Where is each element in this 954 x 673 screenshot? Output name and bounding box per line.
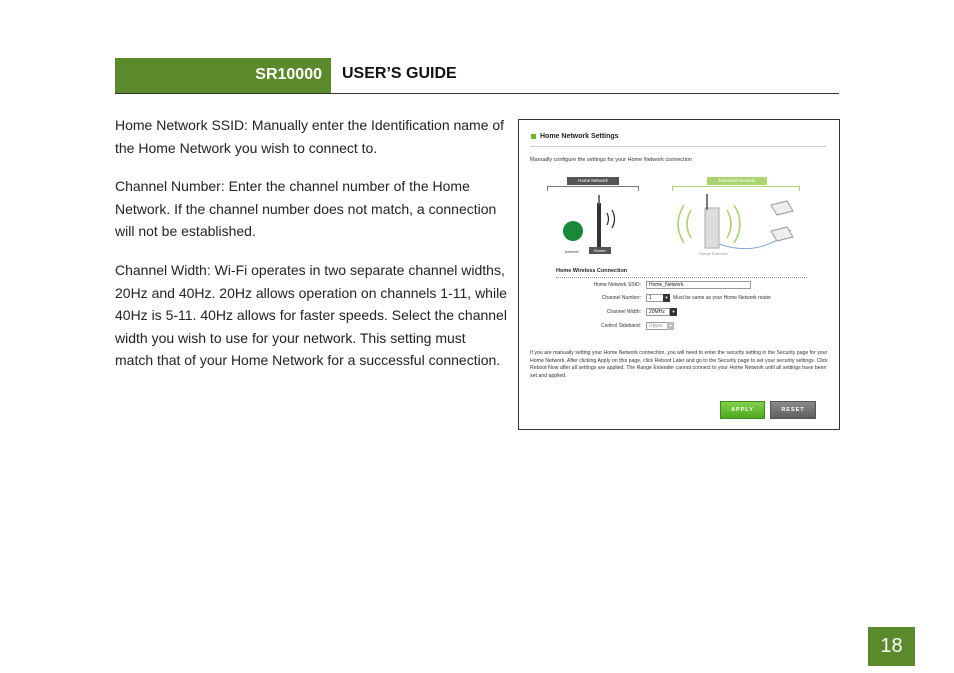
router-icon	[595, 195, 623, 247]
internet-label: Internet	[565, 249, 579, 254]
extended-network-label: Extended Network	[707, 177, 767, 185]
home-bracket	[547, 186, 639, 191]
control-sideband-label: Control Sideband:	[600, 323, 641, 329]
page-number: 18	[868, 627, 915, 666]
green-square-icon	[531, 134, 536, 139]
section-title: Home Wireless Connection	[556, 268, 628, 274]
guide-title: USER’S GUIDE	[342, 65, 457, 82]
chevron-down-icon[interactable]: ▼	[668, 323, 673, 328]
screenshot-intro: Manually configure the settings for your Home Network connection	[530, 157, 693, 163]
extended-bracket	[672, 186, 800, 191]
chevron-down-icon[interactable]: ▼	[671, 309, 676, 314]
ssid-input[interactable]: Home_Network	[646, 281, 751, 289]
home-network-label: Home Network	[567, 177, 619, 185]
product-model: SR10000	[255, 66, 322, 83]
header-bar	[115, 58, 331, 93]
paragraph-channel-width: Channel Width: Wi-Fi operates in two separate channel widths, 20Hz and 40Hz. 20Hz allows operation on channels 1-11, while 40Hz is 5-11. 40Hz allows for faster speeds. Select the channel width you wish to use for your network. This setting must match that of your Home Network for a successful connection.	[115, 262, 507, 368]
globe-icon	[563, 221, 583, 241]
paragraph-ssid: Home Network SSID: Manually enter the Identification name of the Home Network you wish to connect to.	[115, 117, 505, 156]
channel-number-select[interactable]: 1	[646, 294, 668, 302]
paragraph-channel-number: Channel Number: Enter the channel number of the Home Network. If the channel number does not match, a connection will not be established.	[115, 178, 497, 239]
laptop-icon	[767, 199, 797, 245]
apply-button[interactable]: APPLY	[720, 401, 765, 419]
channel-note: Must be same as your Home Network router	[673, 295, 772, 301]
settings-screenshot: Home Network Settings Manually configure the settings for your Home Network connection Home Network Extended Network Internet Router Range Extender Home Wireless Connection Home Network SSID: Home_Network Channel Number: 1 ▼ Must be same as your Home Network router Channel Width: 20MHz ▼ Control Sideband: Upper ▼ If you are manually setting your Home Network connection, you will need to enter the security setting in the Security page for your Home Network. After clicking Apply on this page, click Reboot Later and go to the Security page to set your security settings. Click Reboot Now after all settings are applied. The Range Extender cannot connect to your Home Network until all settings have been set and applied. APPLY RESET	[518, 119, 840, 430]
chevron-down-icon[interactable]: ▼	[664, 295, 669, 300]
channel-width-label: Channel Width:	[606, 309, 641, 315]
security-note: If you are manually setting your Home Network connection, you will need to enter the security setting in the Security page for your Home Network. After clicking Apply on this page, click Reboot Later and go to the Security page to set your security settings. Click Reboot Now after all settings are applied. The Range Extender cannot connect to your Home Network until all settings have been set and applied.	[530, 350, 828, 379]
ssid-label: Home Network SSID:	[593, 282, 641, 288]
screenshot-divider	[530, 146, 826, 147]
header-divider	[115, 93, 839, 94]
range-extender-label: Range Extender	[699, 251, 728, 256]
channel-number-label: Channel Number:	[601, 295, 641, 301]
router-label: Router	[589, 247, 611, 254]
section-divider	[556, 277, 807, 278]
channel-width-select[interactable]: 20MHz	[646, 308, 670, 316]
control-sideband-select[interactable]: Upper	[646, 322, 668, 330]
reset-button[interactable]: RESET	[770, 401, 816, 419]
